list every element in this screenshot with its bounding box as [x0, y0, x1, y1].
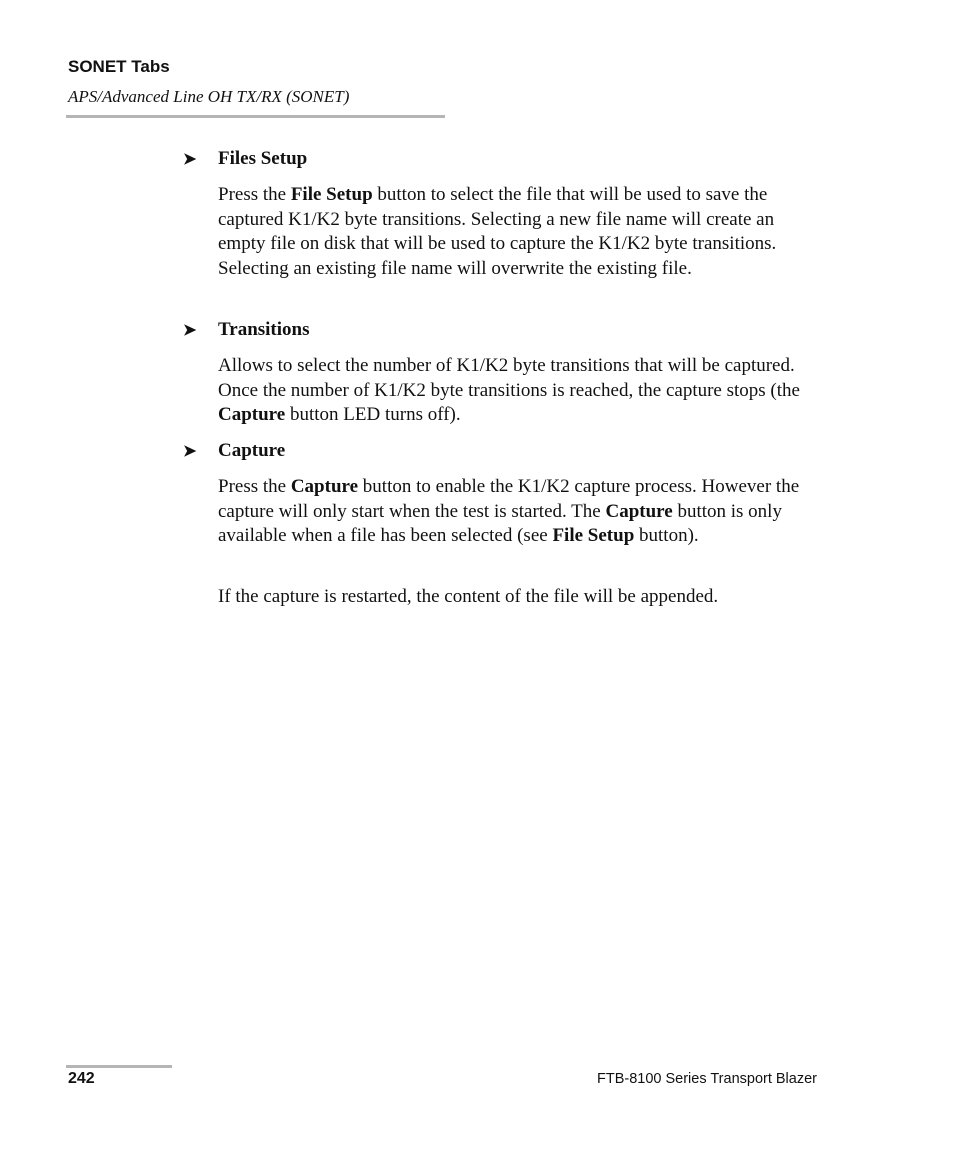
footer-doc-title: FTB-8100 Series Transport Blazer: [596, 1071, 817, 1087]
bullet-arrow-icon: ➤: [183, 443, 197, 460]
body-paragraph: [218, 475, 823, 549]
text-run: button).: [634, 525, 699, 547]
header-divider: [66, 115, 445, 118]
bullet-arrow-icon: ➤: [183, 322, 197, 339]
footer-divider: [66, 1065, 172, 1068]
running-header-title: SONET Tabs: [68, 57, 170, 76]
page-number: 242: [68, 1070, 95, 1087]
section-heading-transitions: [183, 318, 310, 343]
text-run: Press the: [218, 476, 291, 497]
body-paragraph: [218, 585, 823, 610]
text-run: button to enable the K1/K2 capture process. However the capture will only start when the test is started. The: [218, 476, 800, 522]
section-heading-label: Transitions: [218, 319, 310, 340]
text-run: Press the: [218, 184, 291, 205]
bold-term: Capture: [218, 404, 286, 426]
section-heading-label: Capture: [218, 440, 286, 461]
text-run: button to select the file that will be used to save the captured K1/K2 byte transitions. Selecting a new file name will create an empty file on disk that will be used to capture the K1/K2 byte transitions. Selecting an existing file name will overwrite the existing file.: [218, 184, 777, 279]
body-paragraph: [218, 183, 823, 281]
bold-term: File Setup: [552, 525, 635, 547]
running-header-subtitle: APS/Advanced Line OH TX/RX (SONET): [68, 87, 350, 106]
section-heading-files-setup: [183, 147, 307, 172]
text-run: button is only available when a file has been selected (see: [218, 500, 782, 547]
text-run: If the capture is restarted, the content of the file will be appended.: [218, 586, 719, 607]
bold-term: File Setup: [290, 184, 373, 205]
text-run: button LED turns off).: [285, 404, 461, 426]
body-paragraph: [218, 354, 823, 428]
section-heading-capture: [183, 439, 285, 464]
text-run: Allows to select the number of K1/K2 byte transitions that will be captured. Once the number of K1/K2 byte transitions is reached, the capture stops (the: [218, 355, 800, 401]
bold-term: Capture: [605, 500, 673, 522]
bold-term: Capture: [290, 476, 359, 497]
section-heading-label: Files Setup: [218, 148, 308, 169]
bullet-arrow-icon: ➤: [183, 151, 197, 168]
